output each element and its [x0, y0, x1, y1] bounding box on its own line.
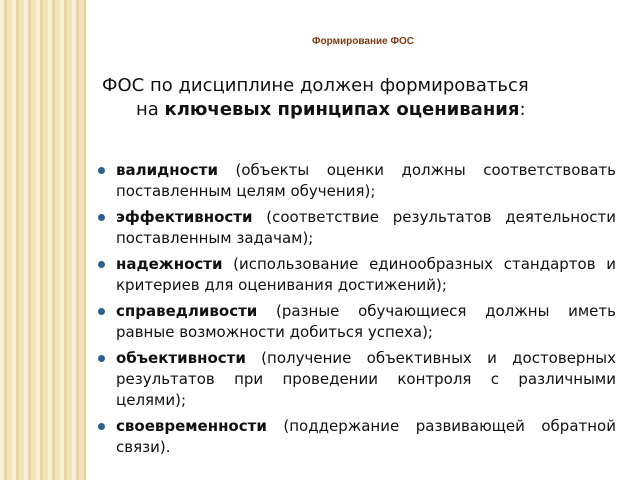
intro-line-2 — [102, 98, 622, 122]
principles-list — [96, 160, 616, 463]
bullet-icon — [98, 167, 105, 174]
intro-line-1: ФОС по дисциплине должен формироваться — [102, 75, 529, 96]
principle-term: эффективности — [116, 208, 253, 226]
principle-item — [96, 348, 616, 411]
bullet-icon — [98, 261, 105, 268]
bullet-icon — [98, 214, 105, 221]
principle-term: справедливости — [116, 302, 258, 320]
principle-desc: (разные обучающиеся должны иметь равные возможности добиться успеха); — [116, 302, 616, 341]
principle-term: своевременности — [116, 417, 267, 435]
principle-item — [96, 254, 616, 296]
intro-colon: : — [519, 99, 526, 120]
principle-term: надежности — [116, 255, 223, 273]
principle-desc: (соответствие результатов деятельности поставленным задачам); — [116, 208, 616, 247]
principle-item — [96, 160, 616, 202]
principle-term: объективности — [116, 349, 246, 367]
slide-title: Формирование ФОС — [311, 36, 415, 47]
principle-desc: (получение объективных и достоверных результатов при проведении контроля с различными целями); — [116, 349, 616, 409]
principle-desc: (использование единообразных стандартов и критериев для оценивания достижений); — [116, 255, 616, 294]
bullet-icon — [98, 355, 105, 362]
intro-text — [102, 74, 622, 122]
principle-desc: (поддержание развивающей обратной связи). — [116, 417, 616, 456]
principle-desc: (объекты оценки должны соответствовать поставленным целям обучения); — [116, 161, 616, 200]
bullet-icon — [98, 308, 105, 315]
principle-item — [96, 207, 616, 249]
principle-term: валидности — [116, 161, 218, 179]
intro-bold-phrase: ключевых принципах оценивания — [164, 99, 520, 120]
decorative-side-strip — [0, 0, 84, 480]
side-strip-edge — [84, 0, 86, 480]
bullet-icon — [98, 423, 105, 430]
principle-item — [96, 416, 616, 458]
intro-prefix: на — [136, 99, 165, 120]
principle-item — [96, 301, 616, 343]
